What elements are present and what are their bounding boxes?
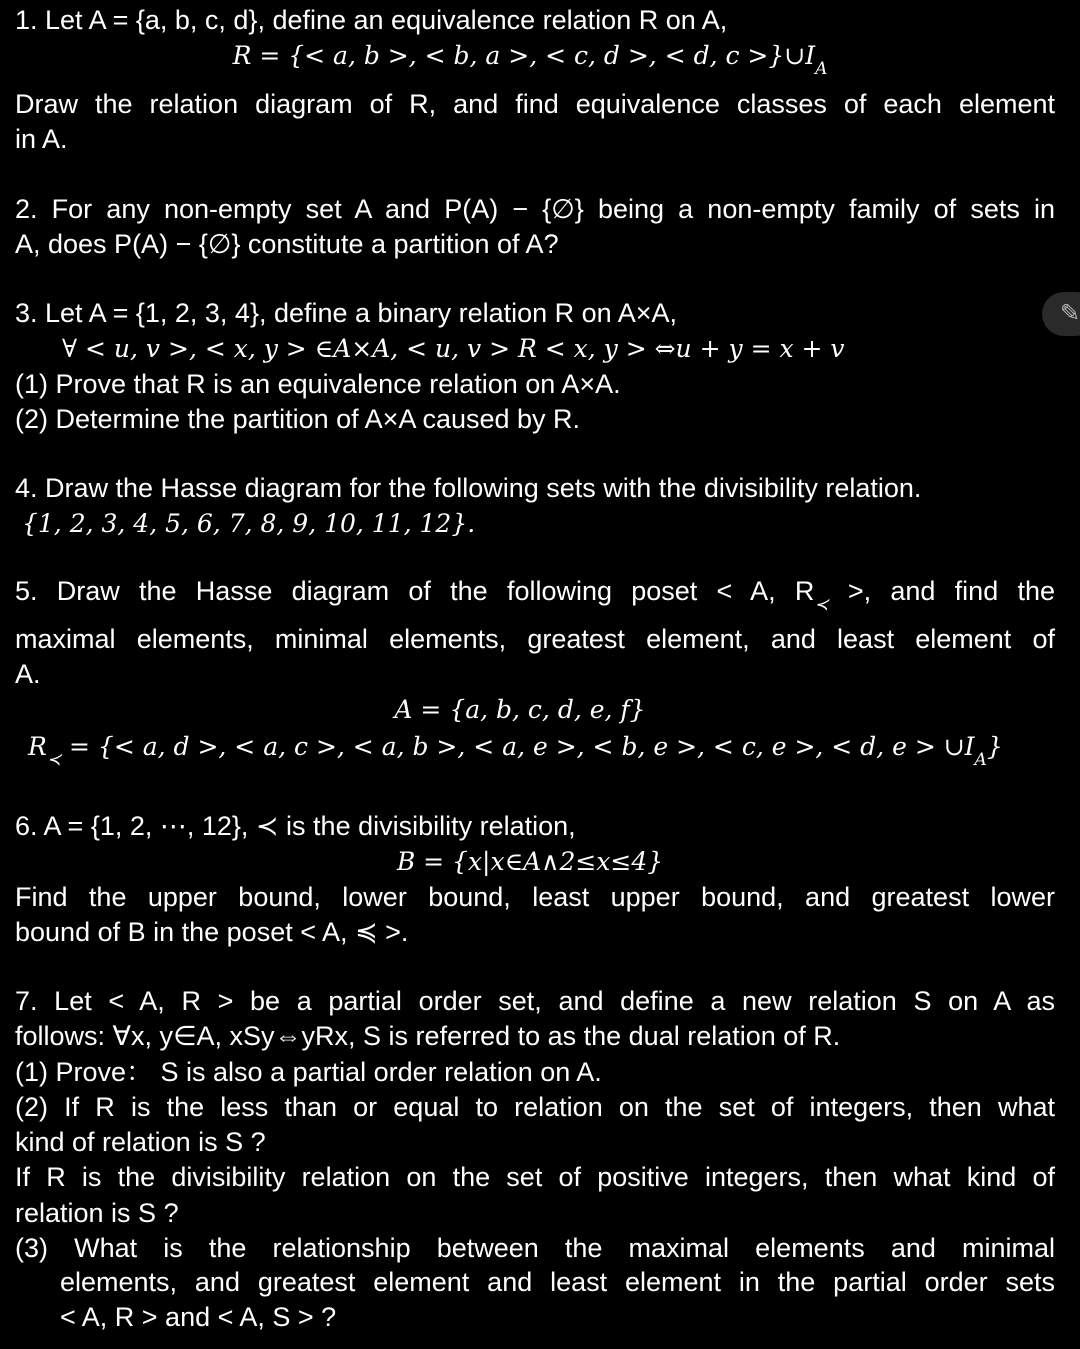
p3-formula-text: ∀ < u, v >, < x, y > ∈A×A, < u, v > R < x, y > ⇔u + y = x + v <box>62 334 845 363</box>
p5-line1 <box>15 574 1055 613</box>
p6-set-text: B = {x|x∈A∧2≤x≤4} <box>396 847 664 876</box>
p5-relation-close: } <box>986 732 1003 761</box>
p3-line1: 3. Let A = {1, 2, 3, 4}, define a binary relation R on A×A, <box>15 298 677 328</box>
p5-relation-text: = {< a, d >, < a, c >, < a, b >, < a, e >, < b, e >, < c, e >, < d, e > ∪I <box>61 732 975 761</box>
p7-line8: (3) What is the relationship between the maximal elements and minimal <box>15 1233 1055 1263</box>
p6-line1: 6. A = {1, 2, ⋯, 12}, ≺ is the divisibility relation, <box>15 811 576 841</box>
p5-line1a: 5. Draw the Hasse diagram of the following poset < A, R <box>15 576 815 606</box>
p7-line4: (2) If R is the less than or equal to relation on the set of integers, then what <box>15 1092 1055 1122</box>
p7-line9: elements, and greatest element and least element in the partial order sets <box>60 1267 1055 1297</box>
p7-line5: kind of relation is S ? <box>15 1127 266 1157</box>
p5-relation-sub: ≺ <box>46 750 62 770</box>
p5-relation <box>28 729 1003 768</box>
p1-line1: 1. Let A = {a, b, c, d}, define an equivalence relation R on A, <box>15 5 728 35</box>
p1-line3: Draw the relation diagram of R, and find equivalence classes of each element <box>15 89 1055 119</box>
p4-set-text: {1, 2, 3, 4, 5, 6, 7, 8, 9, 10, 11, 12}. <box>22 509 476 538</box>
p5-line1-sub: ≺ <box>814 595 829 615</box>
p5-set-text: A = {a, b, c, d, e, f} <box>394 695 646 724</box>
p1-line4: in A. <box>15 124 68 154</box>
p5-relation-r: R <box>28 732 47 761</box>
pencil-icon: ✎ <box>1059 300 1080 327</box>
p3-formula <box>62 331 845 366</box>
p5-line1b: >, and find the <box>828 576 1055 606</box>
p7-line7: relation is S ? <box>15 1198 179 1228</box>
p7-line6: If R is the divisibility relation on the set of positive integers, then what kind of <box>15 1162 1055 1192</box>
p5-line3: A. <box>15 659 41 689</box>
p6-line3: Find the upper bound, lower bound, least upper bound, and greatest lower <box>15 882 1055 912</box>
p1-formula <box>0 38 1070 77</box>
p2-line1: 2. For any non-empty set A and P(A) − {∅} being a non-empty family of sets in <box>15 194 1055 224</box>
p5-line2: maximal elements, minimal elements, greatest element, and least element of <box>15 624 1055 654</box>
p1-formula-text: R = {< a, b >, < b, a >, < c, d >, < d, c >}∪I <box>232 41 816 70</box>
p7-line10: < A, R > and < A, S > ? <box>60 1302 337 1332</box>
p5-set <box>0 692 1060 727</box>
p7-line2: follows: ∀x, y∈A, xSy⇔yRx, S is referred to as the dual relation of R. <box>15 1021 841 1051</box>
p5-relation-sub2: A <box>974 750 987 770</box>
p3-line3: (1) Prove that R is an equivalence relation on A×A. <box>15 369 621 399</box>
p7-line3: (1) Prove： S is also a partial order relation on A. <box>15 1057 602 1087</box>
p6-line4: bound of B in the poset < A, ≼ >. <box>15 917 409 947</box>
p2-line2: A, does P(A) − {∅} constitute a partition of A? <box>15 229 559 259</box>
p4-line1: 4. Draw the Hasse diagram for the following sets with the divisibility relation. <box>15 473 922 503</box>
p3-line4: (2) Determine the partition of A×A caused by R. <box>15 404 581 434</box>
p1-formula-sub: A <box>815 59 828 79</box>
p7-line1: 7. Let < A, R > be a partial order set, and define a new relation S on A as <box>15 986 1055 1016</box>
p4-set <box>22 506 475 541</box>
p6-set <box>0 844 1070 879</box>
edit-button[interactable] <box>1042 292 1080 336</box>
